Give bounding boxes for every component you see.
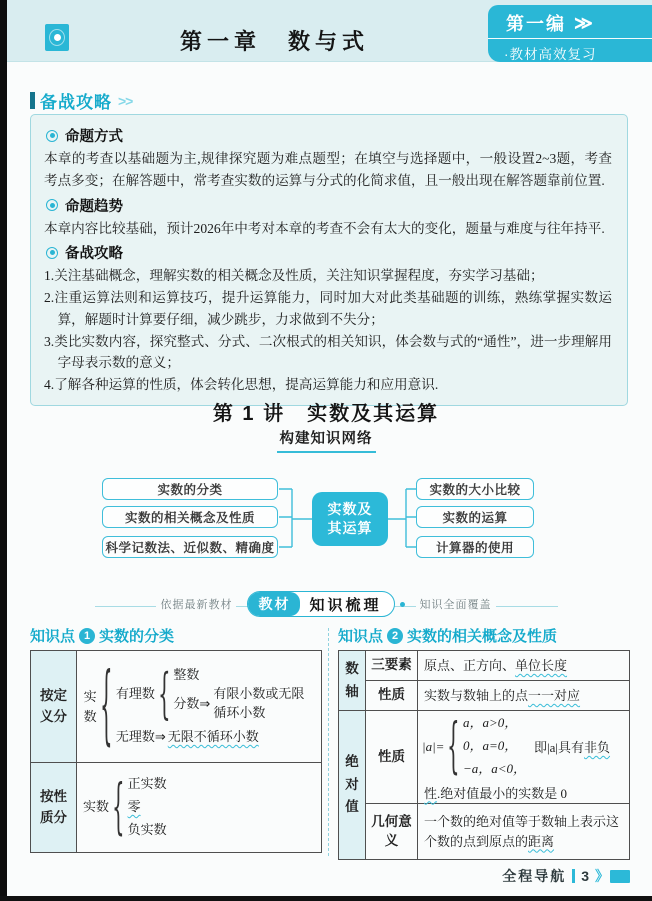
content-cell: [418, 651, 630, 681]
map-node-left-2: 实数的相关概念及性质: [102, 506, 278, 528]
map-node-right-2: 实数的运算: [416, 506, 534, 528]
axis-property: [418, 683, 629, 709]
kp-number-badge: 2: [387, 628, 403, 644]
kp-label: 知识点: [30, 628, 76, 645]
table-row: [339, 681, 630, 711]
leaf-irrational-result: 无限不循环小数: [167, 728, 259, 744]
center-node-line1: 实数及: [327, 501, 373, 518]
block-heading: [46, 242, 612, 263]
row-header-cell: [31, 651, 77, 763]
label-text: 性质: [378, 687, 405, 703]
fraction-result-line1: 有限小数或无限: [213, 686, 305, 702]
center-node-line2: 其运算: [327, 520, 373, 536]
group-label: 数轴: [345, 660, 359, 699]
row-content-cell: [77, 651, 322, 763]
formula-lhs: |a|=: [422, 738, 445, 754]
brace-icon: [112, 778, 124, 838]
key-term: 一一对应: [528, 687, 581, 703]
edition-badge-text: 第一编: [506, 14, 566, 34]
rational-subtree: [173, 666, 304, 723]
chevron-right-icon: >>: [118, 92, 133, 109]
column-divider: [328, 628, 329, 856]
review-band: [0, 591, 652, 621]
heading-text: 命题趋势: [65, 198, 123, 215]
group-label: 绝对值: [345, 753, 359, 815]
table-row: [339, 651, 630, 681]
band-pill-right: 知识梳理: [309, 596, 382, 614]
axis-elements: [418, 653, 629, 679]
content-cell: [418, 711, 630, 804]
case-negative: −a，a<0，: [462, 760, 527, 776]
lecture-subtitle-text: 构建知识网络: [277, 427, 376, 453]
branch-label: 无理数: [115, 728, 155, 744]
bullet-icon: [46, 199, 58, 211]
band-right-text: 知识全面覆盖: [416, 596, 496, 612]
row-header-cell: [31, 763, 77, 853]
lecture-title: 第 1 讲 实数及其运算: [212, 403, 440, 425]
page-number: 3: [581, 868, 589, 884]
kp2-title: [338, 625, 557, 646]
case-zero: 0，a=0，: [462, 738, 518, 754]
content-cell: [418, 681, 630, 711]
label-cell: [366, 804, 418, 860]
map-center-node: [312, 492, 388, 546]
kp-title-text: 实数的相关概念及性质: [407, 628, 558, 645]
text: .绝对值最小的实数是 0: [437, 785, 568, 801]
kp-label: 知识点: [338, 628, 384, 645]
map-node-left-3: 科学记数法、近似数、精确度: [102, 536, 278, 558]
group-cell-axis: [339, 651, 366, 711]
list-item: 3.类比实数内容，探究整式、分式、二次根式的相关知识，体会数与式的“通性”，进一步理解用字母表示数的意义；: [44, 333, 612, 371]
label-text: 性质: [378, 748, 405, 764]
page-edge-bottom: [0, 896, 652, 901]
table-row: [31, 763, 322, 853]
footer-nav-label: 全程导航: [502, 868, 567, 884]
arrow-icon: ⇒: [199, 695, 211, 711]
paragraph: 本章内容比较基础，预计2026年中考对本章的考查不会有太大的变化，题量与难度与往年持平.: [44, 220, 605, 236]
strategy-title-text: 备战攻略: [40, 93, 112, 112]
leaf-positive: 正实数: [127, 776, 167, 792]
group-cell-absolute-value: [339, 711, 366, 860]
formula-note-line2: [418, 781, 629, 802]
content-cell: [418, 804, 630, 860]
text: 原点、正方向、: [424, 657, 516, 673]
row-content-cell: [77, 763, 322, 853]
key-term: 非负: [584, 740, 611, 755]
brace-icon: [447, 717, 459, 777]
bullet-icon: [46, 247, 58, 259]
key-term: 单位长度: [515, 657, 568, 673]
kp-number-badge: 1: [79, 628, 95, 644]
text: 实数与数轴上的点: [424, 687, 529, 703]
map-node-right-1: 实数的大小比较: [416, 478, 534, 500]
tree-branch-irrational: [116, 728, 305, 747]
band-left-text: 依据最新教材: [156, 596, 236, 612]
brace-icon: [100, 664, 112, 750]
chapter-title: 第一章 数与式: [179, 29, 369, 54]
leaf-negative: 负实数: [127, 821, 167, 837]
strategy-box: [30, 114, 628, 406]
footer-separator: [572, 869, 575, 883]
knowledge-network-map: [80, 460, 575, 582]
leaf-zero: 零: [127, 799, 141, 815]
label-text: 几何意义: [371, 813, 412, 848]
label-cell: [366, 681, 418, 711]
label-cell: [366, 651, 418, 681]
key-term: 性: [424, 785, 438, 801]
tree-branches: [116, 666, 305, 746]
table-row: [31, 651, 322, 763]
label-text: 三要素: [371, 657, 412, 673]
map-node-right-3: 计算器的使用: [416, 536, 534, 558]
geometric-meaning: [418, 809, 629, 854]
paragraph: 本章的考查以基础题为主,规律探究题为难点题型；在填空与选择题中，一般设置2~3题，考查考点多变；在解答题中，常考查实数的运算与分式的化简求值，且一般出现在解答题靠前位置.: [44, 151, 612, 188]
tree-branches: [128, 773, 167, 841]
branch-label: 有理数: [115, 686, 155, 702]
tree-root: 实数: [83, 689, 97, 724]
list-item: 1.关注基础概念，理解实数的相关概念及性质，关注知识掌握程度，夯实学习基础；: [44, 268, 544, 284]
classification-tree: [77, 666, 321, 746]
chevron-icon: 》: [595, 868, 606, 884]
kp-title-text: 实数的分类: [99, 628, 175, 645]
double-chevron-icon: ≫: [574, 12, 591, 33]
footer-block-icon: [610, 870, 630, 883]
table-row: [339, 711, 630, 804]
map-node-left-1: 实数的分类: [102, 478, 278, 500]
edition-badge: [488, 5, 652, 62]
kp1-title: [30, 625, 174, 646]
leaf-integer: 整数: [173, 667, 200, 683]
absolute-value-formula: [418, 712, 629, 780]
label-cell: [366, 711, 418, 804]
lecture-subtitle: [0, 427, 652, 453]
bullet-icon: [46, 130, 58, 142]
concepts-table: [338, 650, 630, 860]
strategy-section-title: [30, 88, 132, 113]
tree-branch-rational: [116, 666, 305, 723]
fraction-row: [173, 685, 304, 723]
heading-text: 备战攻略: [65, 246, 123, 263]
row-header-text: 按性质分: [39, 789, 67, 825]
band-pill-left: 教材: [248, 592, 300, 616]
table-row: [339, 804, 630, 860]
band-dot-icon: [400, 602, 405, 607]
edition-badge-line1: [488, 5, 652, 39]
block-heading: [46, 125, 612, 146]
title-bar-icon: [30, 92, 35, 109]
band-inner: [0, 591, 652, 617]
leaf-fraction: 分数: [173, 695, 200, 711]
brace-icon: [158, 667, 170, 722]
property-tree: [77, 773, 321, 841]
fraction-result: [213, 685, 304, 723]
row-header-text: 按定义分: [39, 688, 67, 724]
arrow-icon: ⇒: [154, 728, 166, 744]
text: 一个数的绝对值等于数轴上表示这个数的点到原点的: [424, 814, 620, 849]
text: 即|a|具有: [534, 740, 584, 755]
list-item: 4.了解各种运算的性质，体会转化思想，提高运算能力和应用意识.: [44, 377, 439, 392]
key-term: 距离: [528, 833, 555, 849]
edition-badge-line2: ·教材高效复习: [504, 47, 597, 62]
heading-text: 命题方式: [65, 129, 123, 145]
list-item: 2.注重运算法则和运算技巧，提升运算能力，同时加大对此类基础题的训练，熟练掌握实数运算，解题时计算要仔细，减少跳步，力求做到不失分；: [44, 290, 612, 327]
block-heading: [46, 195, 612, 216]
fraction-result-line2: 循环小数: [213, 705, 266, 720]
case-positive: a，a>0，: [462, 715, 518, 731]
formula-cases: [463, 712, 526, 780]
classification-table: [30, 650, 322, 853]
band-pill: [247, 591, 394, 617]
tree-root: 实数: [83, 799, 110, 815]
formula-note: [534, 737, 610, 756]
page-footer: [502, 866, 630, 886]
